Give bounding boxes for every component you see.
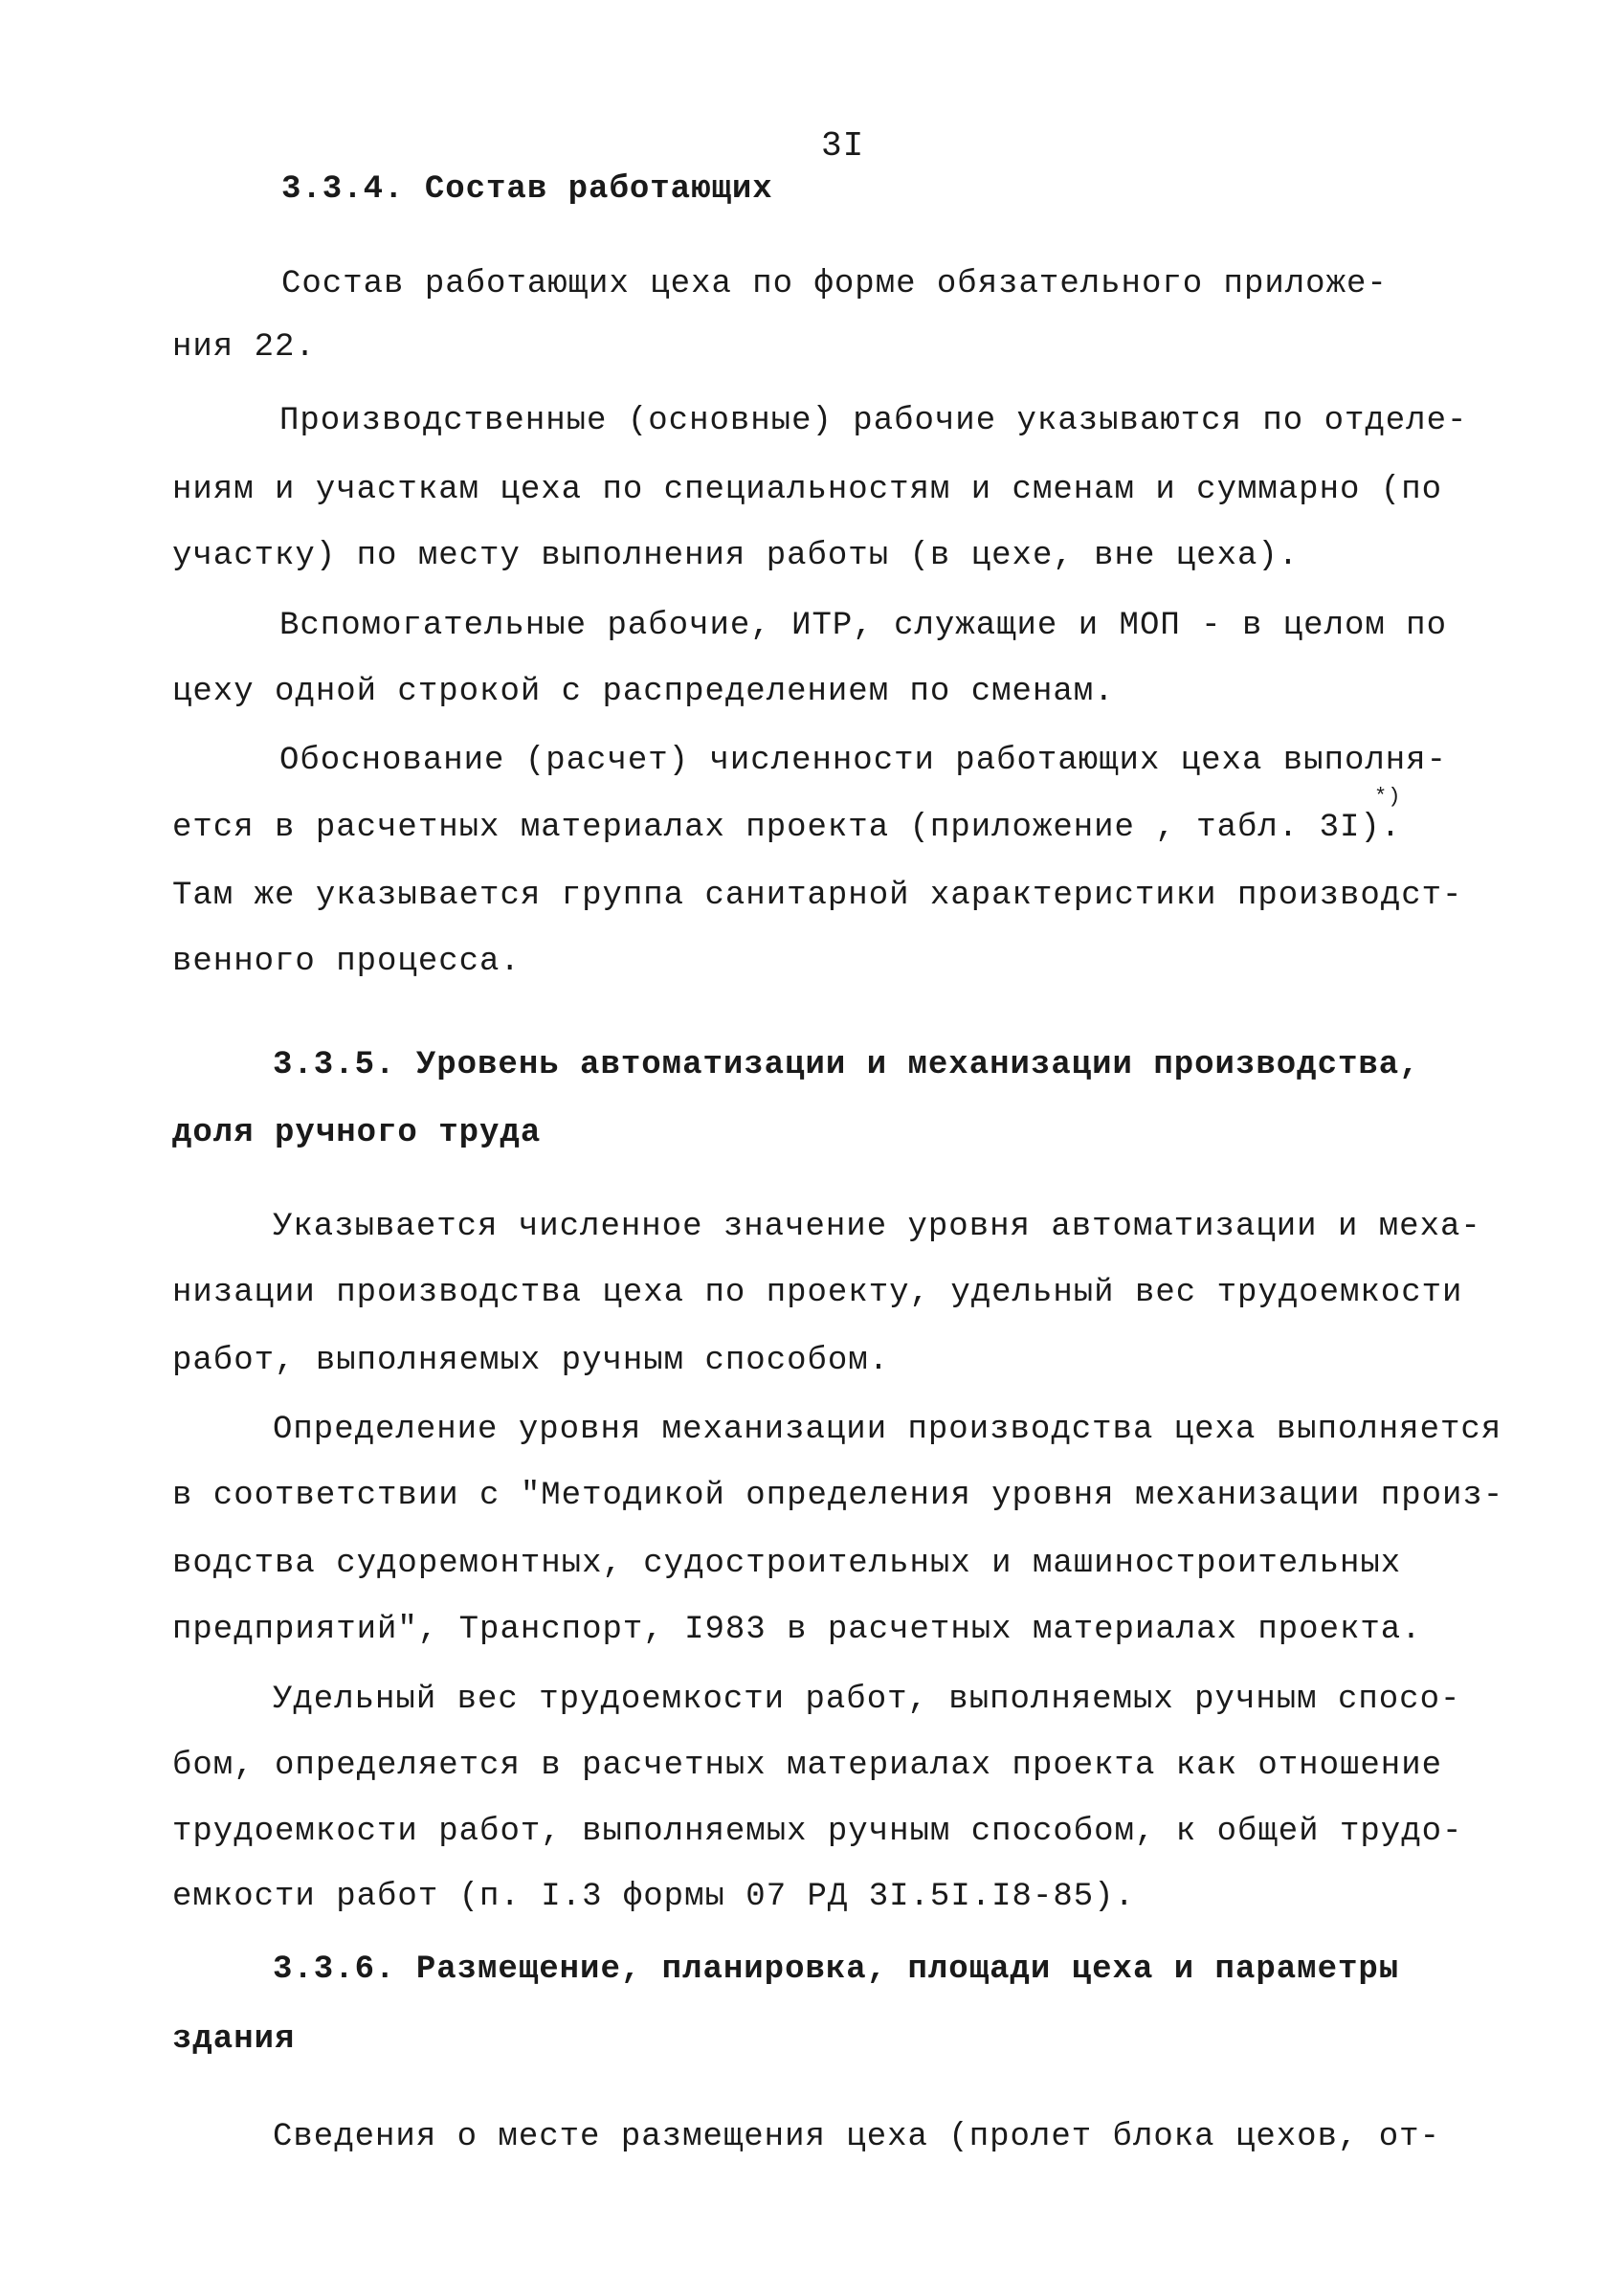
paragraph-line: Удельный вес трудоемкости работ, выполняемых ручным спосо-: [273, 1682, 1461, 1718]
paragraph-line: Вспомогательные рабочие, ИТР, служащие и МОП - в целом по: [279, 608, 1447, 644]
paragraph-line: Там же указывается группа санитарной характеристики производст-: [172, 878, 1463, 914]
paragraph-line: цеху одной строкой с распределением по сменам.: [172, 674, 1115, 710]
page-number: 3I: [821, 126, 865, 166]
section-heading-3-3-6-cont: здания: [172, 2021, 296, 2058]
section-heading-3-3-5: 3.3.5. Уровень автоматизации и механизации производства,: [273, 1047, 1420, 1083]
section-heading-3-3-4: 3.3.4. Состав работающих: [281, 171, 773, 208]
paragraph-line: Определение уровня механизации производства цеха выполняется: [273, 1412, 1502, 1448]
paragraph-line: в соответствии с "Методикой определения уровня механизации произ-: [172, 1478, 1504, 1514]
paragraph-line: Обоснование (расчет) численности работающих цеха выполня-: [279, 743, 1447, 779]
paragraph-line: Сведения о месте размещения цеха (пролет блока цехов, от-: [273, 2119, 1440, 2155]
paragraph-line: Производственные (основные) рабочие указываются по отделе-: [279, 403, 1468, 439]
paragraph-line: водства судоремонтных, судостроительных и машиностроительных: [172, 1546, 1402, 1582]
paragraph-line: работ, выполняемых ручным способом.: [172, 1343, 890, 1379]
paragraph-line: венного процесса.: [172, 944, 521, 980]
paragraph-line: бом, определяется в расчетных материалах проекта как отношение: [172, 1748, 1443, 1784]
paragraph-line: ется в расчетных материалах проекта (приложение , табл. 3I).: [172, 810, 1402, 846]
section-heading-3-3-5-cont: доля ручного труда: [172, 1115, 542, 1151]
paragraph-line: емкости работ (п. I.3 формы 07 РД 3I.5I.I8-85).: [172, 1879, 1135, 1915]
paragraph-line: Указывается численное значение уровня автоматизации и меха-: [273, 1209, 1481, 1245]
paragraph-line: Состав работающих цеха по форме обязательного приложе-: [281, 266, 1388, 302]
paragraph-line: предприятий", Транспорт, I983 в расчетных материалах проекта.: [172, 1612, 1422, 1648]
footnote-mark: *): [1374, 785, 1402, 809]
paragraph-line: ния 22.: [172, 329, 316, 366]
paragraph-line: трудоемкости работ, выполняемых ручным способом, к общей трудо-: [172, 1814, 1463, 1850]
section-heading-3-3-6: 3.3.6. Размещение, планировка, площади цеха и параметры: [273, 1951, 1400, 1988]
paragraph-line: низации производства цеха по проекту, удельный вес трудоемкости: [172, 1275, 1463, 1311]
paragraph-line: ниям и участкам цеха по специальностям и сменам и суммарно (по: [172, 472, 1443, 508]
paragraph-line: участку) по месту выполнения работы (в цехе, вне цеха).: [172, 538, 1300, 574]
